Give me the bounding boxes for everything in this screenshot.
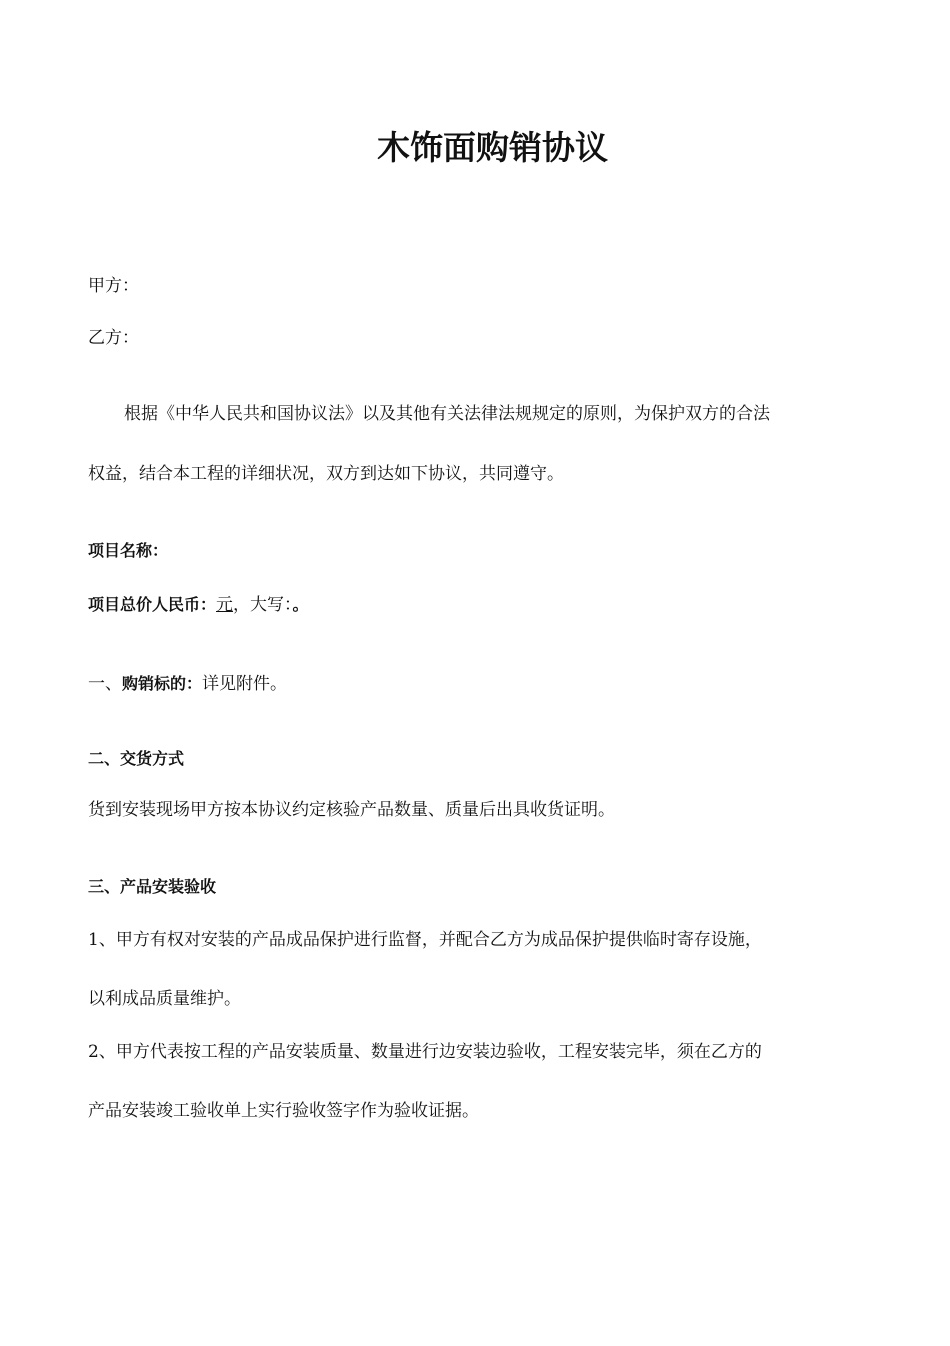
section-2-text: 货到安装现场甲方按本协议约定核验产品数量、质量后出具收货证明。: [88, 800, 615, 820]
project-total-label: 项目总价人民币：: [88, 595, 217, 614]
party-b-label: 乙方：: [88, 328, 139, 348]
item-1-line-2: 以利成品质量维护。: [88, 989, 241, 1009]
item-2-line-2: 产品安装竣工验收单上实行验收签字作为验收证据。: [88, 1101, 479, 1121]
project-total-row: [88, 592, 309, 618]
section-1-row: [88, 671, 287, 697]
section-1-number: 一、: [88, 674, 122, 694]
project-name-label: 项目名称：: [88, 541, 169, 560]
project-total-unit: 元: [216, 595, 234, 615]
preamble-line-2: 权益，结合本工程的详细状况，双方到达如下协议，共同遵守。: [88, 464, 564, 484]
project-total-end: 。: [292, 595, 309, 614]
section-2-heading: 二、交货方式: [88, 749, 185, 768]
item-2-line-1: 2、甲方代表按工程的产品安装质量、数量进行边安装边验收，工程安装完毕，须在乙方的: [88, 1042, 762, 1062]
section-3-heading: 三、产品安装验收: [88, 877, 217, 896]
item-1-line-1: 1、甲方有权对安装的产品成品保护进行监督，并配合乙方为成品保护提供临时寄存设施，: [88, 930, 762, 950]
preamble-line-1: 根据《中华人民共和国协议法》以及其他有关法律法规规定的原则，为保护双方的合法: [124, 404, 770, 424]
document-title: 木饰面购销协议: [377, 128, 608, 167]
section-1-heading: 购销标的：: [122, 674, 203, 693]
project-total-mid: ，大写：: [233, 595, 293, 615]
party-a-label: 甲方：: [88, 276, 139, 296]
section-1-text: 详见附件。: [202, 674, 288, 694]
